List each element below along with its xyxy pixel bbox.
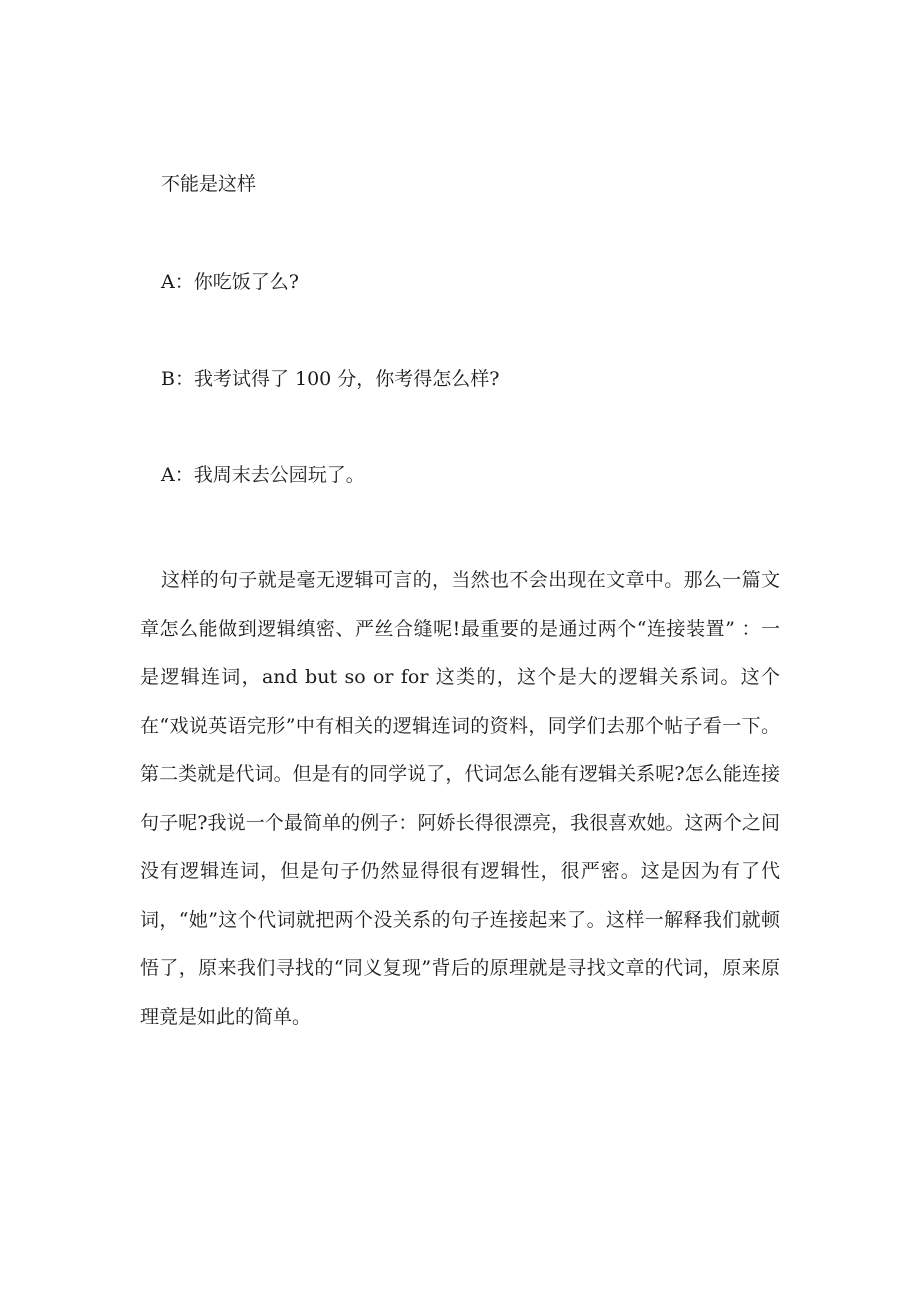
body-paragraph: 这样的句子就是毫无逻辑可言的，当然也不会出现在文章中。那么一篇文章怎么能做到逻辑缜密、严丝合缝呢!最重要的是通过两个“连接装置” ：一是逻辑连词，and but so or for 这类的，这个是大的逻辑关系词。这个在“戏说英语完形”中有相关的逻辑连词的资料，同学们去那个帖子看一下。第二类就是代词。但是有的同学说了，代词怎么能有逻辑关系呢?怎么能连接句子呢?我说一个最简单的例子：阿娇长得很漂亮，我很喜欢她。这两个之间没有逻辑连词，但是句子仍然显得很有逻辑性，很严密。这是因为有了代词，“她”这个代词就把两个没关系的句子连接起来了。这样一解释我们就顿悟了，原来我们寻找的“同义复现”背后的原理就是寻找文章的代词，原来原理竟是如此的简单。 <box>140 569 780 1028</box>
dialogue-line-b: B：我考试得了 100 分，你考得怎么样? <box>161 368 500 390</box>
dialogue-line-a1: A：你吃饭了么? <box>161 271 299 293</box>
dialogue-line-a2: A：我周末去公园玩了。 <box>161 464 365 486</box>
intro-line: 不能是这样 <box>161 173 257 195</box>
